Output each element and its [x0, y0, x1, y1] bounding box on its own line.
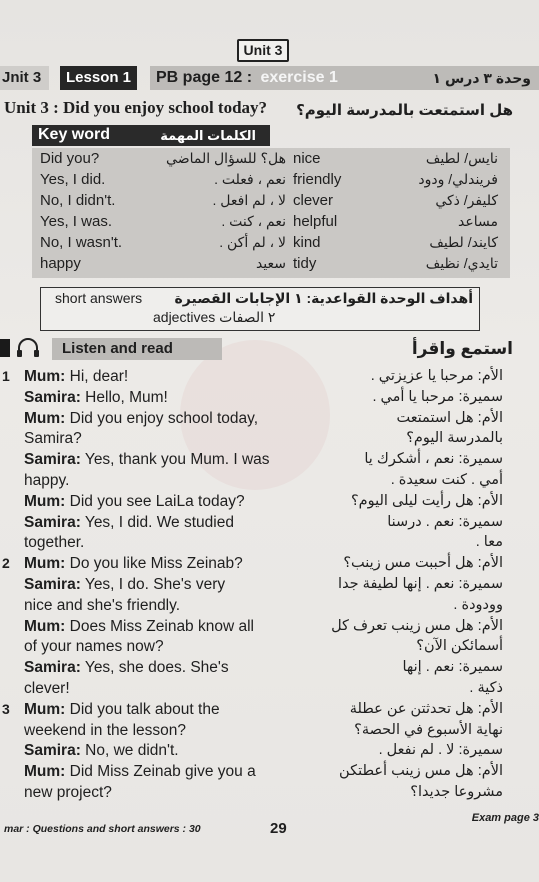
- strip-lesson-label: Lesson 1: [60, 66, 137, 90]
- keyword-adjective-arabic: تايدي/ نظيف: [425, 255, 498, 271]
- dialogue-line-english: [24, 618, 254, 638]
- goal-adjectives: adjectives ٢ الصفات: [153, 309, 276, 325]
- dialogue-line-arabic: سميرة: نعم . إنها لطيفة جدا: [338, 576, 503, 592]
- dialogue-text: together.: [24, 534, 85, 551]
- dialogue-text: Yes, thank you Mum. I was: [80, 451, 270, 468]
- keyword-phrase: No, I didn't.: [40, 192, 116, 209]
- dialogue-line-english: [24, 493, 245, 513]
- dialogue-text: of your names now?: [24, 638, 164, 655]
- dialogue-text: happy.: [24, 472, 70, 489]
- dialogue-text: Did Miss Zeinab give you a: [65, 763, 256, 780]
- dialogue-line-english: [24, 555, 243, 575]
- dialogue-line-arabic: سميرة: نعم . إنها: [402, 659, 503, 675]
- listen-and-read-arabic: استمع واقرأ: [411, 339, 513, 358]
- dialogue-text: nice and she's friendly.: [24, 597, 181, 614]
- dialogue-line-english: [24, 368, 128, 388]
- dialogue-text: Samira?: [24, 430, 82, 447]
- dialogue-line-english: [24, 742, 179, 762]
- dialogue-line-arabic: مشروعا جديدا؟: [410, 784, 503, 800]
- dialogue-line-arabic: سميرة: مرحبا يا أمي .: [372, 389, 503, 405]
- strip-unit-label: Jnit 3: [0, 66, 49, 90]
- dialogue-line-english: [24, 410, 258, 430]
- keyword-row: [32, 213, 510, 234]
- speaker-name: Mum:: [24, 555, 66, 572]
- exercise-label: exercise 1: [260, 69, 338, 86]
- dialogue-text: Did you see LaiLa today?: [65, 493, 245, 510]
- dialogue-text: clever!: [24, 680, 70, 697]
- keyword-adjective-arabic: مساعد: [458, 213, 498, 229]
- keyword-adjective: tidy: [293, 255, 317, 272]
- dialogue-line-arabic: الأم: هل مس زينب أعطتكن: [339, 763, 503, 779]
- keywords-table: [32, 148, 510, 278]
- keyword-adjective-arabic: كليفر/ ذكي: [435, 192, 498, 208]
- dialogue-text: Does Miss Zeinab know all: [65, 618, 254, 635]
- dialogue-line-english: [24, 451, 270, 471]
- keyword-row: [32, 192, 510, 213]
- keyword-row: [32, 234, 510, 255]
- keyword-adjective: nice: [293, 150, 321, 167]
- dialogue-line-arabic: بالمدرسة اليوم؟: [406, 430, 503, 446]
- dialogue-text: Hi, dear!: [65, 368, 129, 385]
- dialogue-line-english: [24, 701, 220, 721]
- dialogue-line-arabic: الأم: هل رأيت ليلى اليوم؟: [350, 493, 503, 509]
- dialogue-line-arabic: نهاية الأسبوع في الحصة؟: [354, 722, 503, 738]
- unit-title-box: Unit 3: [237, 39, 289, 62]
- dialogue-line-english: [24, 659, 229, 679]
- keyword-phrase-arabic: لا ، لم أكن .: [219, 234, 286, 250]
- keyword-adjective-arabic: فريندلي/ ودود: [418, 171, 498, 187]
- keyword-phrase-arabic: سعيد: [255, 255, 286, 271]
- dialogue-line-english: [24, 597, 180, 617]
- keyword-row: [32, 171, 510, 192]
- keyword-phrase: No, I wasn't.: [40, 234, 123, 251]
- dialogue-text: new project?: [24, 784, 112, 801]
- dialogue-line-arabic: سميرة: لا . لم نفعل .: [378, 742, 503, 758]
- speaker-name: Mum:: [24, 368, 66, 385]
- dialogue-line-english: [24, 680, 70, 700]
- dialogue-line-arabic: سميرة: نعم . درسنا: [387, 514, 503, 530]
- dialogue-text: Yes, I do. She's very: [80, 576, 226, 593]
- dialogue-line-english: [24, 430, 82, 450]
- dialogue-line-arabic: أسمائكن الآن؟: [416, 638, 503, 654]
- dialogue-number: 3: [2, 701, 10, 717]
- dialogue-line-arabic: معا .: [475, 534, 503, 550]
- dialogue-text: Did you enjoy school today,: [65, 410, 259, 427]
- dialogue-line-arabic: الأم: هل تحدثتن عن عطلة: [349, 701, 503, 717]
- strip-arabic-label: وحدة ٣ درس ١: [432, 70, 531, 86]
- keyword-row: [32, 150, 510, 171]
- speaker-name: Samira:: [24, 451, 81, 468]
- speaker-name: Samira:: [24, 742, 81, 759]
- grammar-goals-box: [40, 287, 480, 331]
- keyword-adjective: clever: [293, 192, 334, 209]
- dialogue-line-arabic: ذكية .: [469, 680, 503, 696]
- keyword-phrase: Yes, I did.: [40, 171, 106, 188]
- keywords-header: [32, 125, 270, 146]
- speaker-name: Samira:: [24, 389, 81, 406]
- keyword-phrase-arabic: لا ، لم افعل .: [212, 192, 286, 208]
- lesson-strip: [0, 66, 539, 90]
- dialogue-line-arabic: الأم: هل استمتعت: [396, 410, 503, 426]
- listen-and-read-bar: [0, 336, 539, 362]
- dialogue-line-arabic: الأم: هل مس زينب تعرف كل: [331, 618, 503, 634]
- unit-title-english: Unit 3 : Did you enjoy school today?: [4, 98, 268, 117]
- dialogue-line-english: [24, 638, 164, 658]
- dialogue-line-english: [24, 534, 84, 554]
- keyword-phrase: Did you?: [40, 150, 100, 167]
- keyword-phrase-arabic: هل؟ للسؤال الماضي: [166, 150, 286, 166]
- dialogue-text: Do you like Miss Zeinab?: [65, 555, 243, 572]
- dialogue-line-english: [24, 514, 234, 534]
- dialogue-line-arabic: سميرة: نعم ، أشكرك يا: [364, 451, 503, 467]
- keyword-adjective-arabic: نايس/ لطيف: [425, 150, 498, 166]
- keywords-header-arabic: الكلمات المهمة: [160, 128, 256, 143]
- speaker-name: Mum:: [24, 763, 66, 780]
- unit-title-arabic: هل استمتعت بالمدرسة اليوم؟: [296, 102, 513, 119]
- speaker-name: Samira:: [24, 576, 81, 593]
- speaker-name: Mum:: [24, 493, 66, 510]
- speaker-name: Samira:: [24, 514, 81, 531]
- dialogue-line-arabic: وودودة .: [453, 597, 503, 613]
- dialogue-line-english: [24, 472, 69, 492]
- keyword-adjective: kind: [293, 234, 321, 251]
- speaker-name: Samira:: [24, 659, 81, 676]
- exam-page-reference: Exam page 3: [471, 812, 539, 824]
- headphones-icon: [16, 338, 40, 358]
- keyword-adjective: friendly: [293, 171, 342, 188]
- dialogue-text: Yes, I did. We studied: [80, 514, 234, 531]
- keyword-row: [32, 255, 510, 276]
- listen-and-read-label: Listen and read: [52, 338, 222, 360]
- dialogue-line-english: [24, 722, 186, 742]
- keyword-phrase: happy: [40, 255, 81, 272]
- dialogue-text: Hello, Mum!: [80, 389, 168, 406]
- speaker-name: Mum:: [24, 618, 66, 635]
- page-number: 29: [270, 820, 287, 837]
- keyword-adjective-arabic: كايند/ لطيف: [429, 234, 498, 250]
- goal-arabic-heading: أهداف الوحدة القواعدية: ١ الإجابات القصيرة: [174, 290, 473, 306]
- speaker-name: Mum:: [24, 701, 66, 718]
- dialogue-text: No, we didn't.: [80, 742, 179, 759]
- pb-page-label: PB page 12 :: [156, 69, 253, 86]
- keyword-phrase-arabic: نعم ، فعلت .: [214, 171, 286, 187]
- dialogue-text: Did you talk about the: [65, 701, 220, 718]
- dialogue-line-english: [24, 576, 225, 596]
- dialogue-number: 2: [2, 555, 10, 571]
- keyword-phrase: Yes, I was.: [40, 213, 112, 230]
- dialogue-line-english: [24, 763, 256, 783]
- keyword-phrase-arabic: نعم ، كنت .: [221, 213, 286, 229]
- keywords-header-english: Key word: [38, 126, 111, 143]
- section-marker: [0, 339, 10, 357]
- footer-left-note: mar : Questions and short answers : 30: [4, 823, 201, 835]
- speaker-name: Mum:: [24, 410, 66, 427]
- dialogue-line-arabic: الأم: هل أحببت مس زينب؟: [343, 555, 503, 571]
- dialogue-line-english: [24, 389, 168, 409]
- dialogue-line-english: [24, 784, 112, 804]
- dialogue-text: Yes, she does. She's: [80, 659, 229, 676]
- dialogue-line-arabic: أمي . كنت سعيدة .: [390, 472, 503, 488]
- keyword-adjective: helpful: [293, 213, 338, 230]
- dialogue-number: 1: [2, 368, 10, 384]
- dialogue-text: weekend in the lesson?: [24, 722, 187, 739]
- dialogue-line-arabic: الأم: مرحبا يا عزيزتي .: [370, 368, 503, 384]
- goal-short-answers: short answers: [55, 290, 143, 306]
